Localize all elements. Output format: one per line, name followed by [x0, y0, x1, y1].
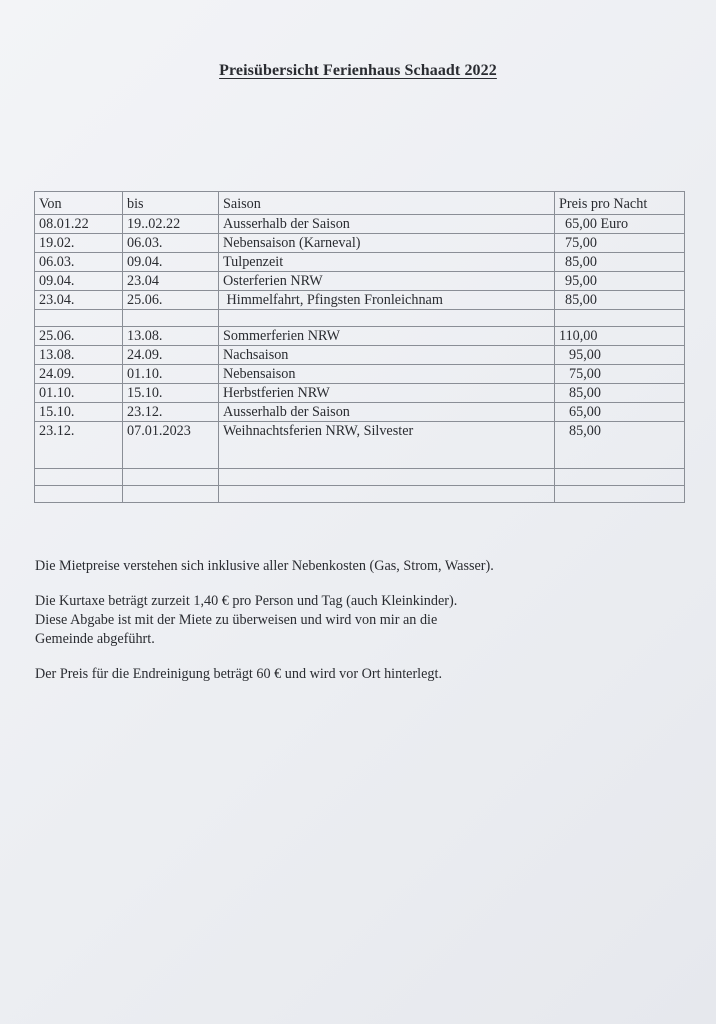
cell-von: 09.04. [35, 272, 123, 291]
cell-bis: 01.10. [123, 365, 219, 384]
cell-preis: 110,00 [555, 327, 685, 346]
header-bis: bis [123, 192, 219, 215]
table-row [35, 291, 685, 310]
document-title-text: Preisübersicht Ferienhaus Schaadt 2022 [219, 62, 497, 79]
cell-bis: 15.10. [123, 384, 219, 403]
empty-row [35, 469, 685, 486]
table-row [35, 384, 685, 403]
table-row [35, 234, 685, 253]
cell-von: 06.03. [35, 253, 123, 272]
note-endreinigung: Der Preis für die Endreinigung beträgt 60 € und wird vor Ort hinterlegt. [35, 666, 443, 682]
table-row [35, 215, 685, 234]
cell-von: 13.08. [35, 346, 123, 365]
note-kurtaxe-line3: Gemeinde abgeführt. [35, 631, 155, 647]
cell-preis: 95,00 [555, 272, 685, 291]
cell-von: 19.02. [35, 234, 123, 253]
cell-saison: Sommerferien NRW [219, 327, 555, 346]
cell-saison: Herbstferien NRW [219, 384, 555, 403]
header-von: Von [35, 192, 123, 215]
cell-bis: 06.03. [123, 234, 219, 253]
price-table [34, 191, 685, 503]
table-row [35, 365, 685, 384]
note-kurtaxe-line1: Die Kurtaxe beträgt zurzeit 1,40 € pro Person und Tag (auch Kleinkinder). [35, 593, 458, 609]
cell-von: 08.01.22 [35, 215, 123, 234]
cell-von: 23.12. [35, 422, 123, 469]
cell-saison: Weihnachtsferien NRW, Silvester [219, 422, 555, 469]
cell-saison: Osterferien NRW [219, 272, 555, 291]
header-preis: Preis pro Nacht [555, 192, 685, 215]
empty-row [35, 310, 685, 327]
empty-row [35, 486, 685, 503]
notes-section [35, 557, 675, 700]
cell-preis: 85,00 [555, 384, 685, 403]
header-saison: Saison [219, 192, 555, 215]
cell-von: 24.09. [35, 365, 123, 384]
cell-preis: 75,00 [555, 234, 685, 253]
cell-preis: 65,00 Euro [555, 215, 685, 234]
note-kurtaxe-line2: Diese Abgabe ist mit der Miete zu überweisen und wird von mir an die [35, 612, 438, 628]
cell-preis: 75,00 [555, 365, 685, 384]
cell-saison: Ausserhalb der Saison [219, 403, 555, 422]
cell-bis: 07.01.2023 [123, 422, 219, 469]
cell-bis: 19..02.22 [123, 215, 219, 234]
cell-von: 23.04. [35, 291, 123, 310]
cell-preis: 85,00 [555, 291, 685, 310]
cell-saison: Nebensaison [219, 365, 555, 384]
cell-bis: 24.09. [123, 346, 219, 365]
cell-saison: Himmelfahrt, Pfingsten Fronleichnam [219, 291, 555, 310]
cell-bis: 23.12. [123, 403, 219, 422]
table-row [35, 422, 685, 469]
cell-saison: Ausserhalb der Saison [219, 215, 555, 234]
cell-saison: Nebensaison (Karneval) [219, 234, 555, 253]
cell-bis: 09.04. [123, 253, 219, 272]
cell-preis: 85,00 [555, 422, 685, 469]
table-row [35, 403, 685, 422]
cell-bis: 13.08. [123, 327, 219, 346]
table-row [35, 327, 685, 346]
table-row [35, 272, 685, 291]
cell-saison: Tulpenzeit [219, 253, 555, 272]
cell-von: 25.06. [35, 327, 123, 346]
cell-preis: 65,00 [555, 403, 685, 422]
table-row [35, 253, 685, 272]
cell-bis: 23.04 [123, 272, 219, 291]
note-mietpreise: Die Mietpreise verstehen sich inklusive aller Nebenkosten (Gas, Strom, Wasser). [35, 558, 494, 574]
cell-von: 15.10. [35, 403, 123, 422]
table-header-row [35, 192, 685, 215]
document-title [0, 62, 716, 80]
cell-saison: Nachsaison [219, 346, 555, 365]
table-row [35, 346, 685, 365]
cell-von: 01.10. [35, 384, 123, 403]
cell-preis: 95,00 [555, 346, 685, 365]
cell-bis: 25.06. [123, 291, 219, 310]
cell-preis: 85,00 [555, 253, 685, 272]
note-kurtaxe [35, 592, 675, 649]
